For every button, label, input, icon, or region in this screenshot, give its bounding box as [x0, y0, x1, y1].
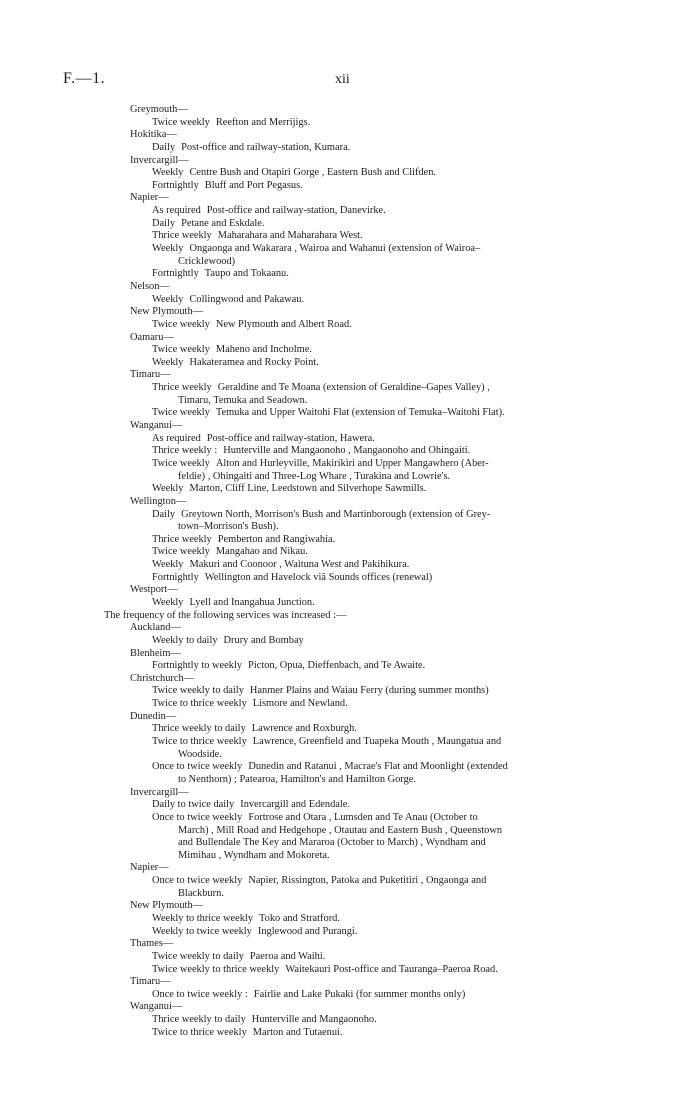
service-route: Lawrence, Greenfield and Tuapeka Mouth , Maungatua and	[252, 736, 502, 748]
document-code: F.—1.	[63, 70, 106, 87]
service-line	[0, 660, 700, 673]
service-route: Dunedin and Ratanui , Macrae's Flat and Moonlight (extended	[248, 761, 508, 773]
page-header	[0, 70, 700, 90]
service-frequency: Twice weekly	[152, 407, 210, 419]
service-line	[0, 458, 700, 471]
service-line	[0, 218, 700, 231]
service-line	[0, 723, 700, 736]
service-frequency: Twice weekly	[152, 457, 210, 469]
service-frequency: Weekly	[152, 167, 184, 179]
service-frequency: Fortnightly to weekly	[152, 660, 243, 672]
service-route: Lyell and Inangahua Junction.	[189, 596, 315, 608]
service-line	[0, 799, 700, 812]
service-frequency: Thrice weekly :	[152, 445, 218, 457]
service-route: Hunterville and Mangaonoho , Mangaonoho and Ohingaiti.	[223, 445, 471, 457]
service-frequency: Weekly	[152, 293, 184, 305]
district-heading: Invercargill—	[130, 786, 189, 798]
service-line	[0, 761, 700, 774]
service-route: Napier, Rissington, Patoka and Puketitiri , Ongaonga and	[248, 875, 487, 887]
service-frequency: Daily	[152, 141, 176, 153]
service-route: Greytown North, Morrison's Bush and Martinborough (extension of Grey-	[181, 508, 491, 520]
service-line	[0, 736, 700, 749]
service-route: Toko and Stratford.	[259, 913, 340, 924]
service-frequency: Daily	[152, 217, 176, 229]
district-heading: Invercargill—	[130, 154, 189, 166]
district-heading: Napier—	[130, 862, 169, 874]
service-route: Post-office and railway-station, Danevirke.	[206, 205, 386, 217]
service-continuation: Mimihau , Wyndham and Mokoreta.	[178, 849, 330, 861]
service-frequency: Weekly	[152, 483, 184, 495]
service-frequency: Weekly	[152, 596, 184, 608]
service-line	[0, 445, 700, 458]
service-frequency: Twice weekly	[152, 318, 210, 330]
service-frequency: Weekly	[152, 356, 184, 368]
service-frequency: Once to twice weekly	[152, 811, 243, 823]
district-heading: Wanganui—	[130, 420, 183, 432]
service-line	[0, 559, 700, 572]
service-continuation: Timaru, Temuka and Seadown.	[178, 394, 308, 406]
district-heading: Hokitika—	[130, 129, 177, 141]
service-route: Geraldine and Te Moana (extension of Geraldine–Gapes Valley) ,	[217, 382, 490, 394]
service-route: Invercargill and Edendale.	[240, 799, 350, 811]
section-intro: The frequency of the following services was increased :—	[104, 609, 347, 621]
service-frequency: Daily to twice daily	[152, 799, 235, 811]
service-route: Maharahara and Maharahara West.	[217, 230, 363, 242]
service-frequency: Weekly to daily	[152, 634, 218, 646]
service-line	[0, 685, 700, 698]
service-frequency: Once to twice weekly	[152, 761, 243, 773]
service-route: Makuri and Coonoor , Waituna West and Pakihikura.	[189, 559, 410, 571]
service-route: Inglewood and Purangi.	[257, 925, 358, 937]
service-line	[0, 546, 700, 559]
service-frequency: Once to twice weekly	[152, 875, 243, 887]
service-frequency: Twice to thrice weekly	[152, 698, 247, 710]
service-route: Wellington and Havelock viâ Sounds offices (renewal)	[204, 571, 433, 583]
service-line	[0, 294, 700, 307]
service-line	[0, 572, 700, 585]
services-list	[0, 104, 700, 1039]
service-frequency: Thrice weekly	[152, 382, 212, 394]
service-line	[0, 875, 700, 888]
service-route: Hunterville and Mangaonoho.	[251, 1014, 377, 1026]
service-route: Petane and Eskdale.	[181, 217, 265, 229]
service-frequency: Thrice weekly	[152, 230, 212, 242]
service-line	[0, 167, 700, 180]
service-frequency: Fortnightly	[152, 571, 199, 583]
service-line	[0, 1014, 700, 1027]
service-continuation: March) , Mill Road and Hedgehope , Otautau and Eastern Bush , Queenstown	[178, 824, 503, 836]
district-heading: Thames—	[130, 938, 174, 950]
service-line	[0, 534, 700, 547]
service-line	[0, 142, 700, 155]
service-frequency: Once to twice weekly :	[152, 988, 248, 1000]
service-route: Mangahao and Nikau.	[215, 546, 308, 558]
service-continuation: Cricklewood)	[178, 255, 236, 267]
service-line	[0, 926, 700, 939]
service-route: Taupo and Tokaanu.	[204, 268, 289, 280]
service-continuation: feldie) , Ohingaiti and Three-Log Whare , Turakina and Lowrie's.	[178, 470, 451, 482]
service-line	[0, 180, 700, 193]
service-line	[0, 344, 700, 357]
service-continuation: Blackburn.	[178, 887, 224, 899]
service-frequency: Twice weekly	[152, 116, 210, 128]
service-route: Marton, Cliff Line, Leedstown and Silverhope Sawmills.	[189, 483, 427, 495]
page-number: xii	[335, 72, 350, 87]
service-frequency: Twice weekly to daily	[152, 950, 244, 962]
service-frequency: Daily	[152, 508, 176, 520]
service-continuation: and Bullendale The Key and Mararoa (October to March) , Wyndham and	[178, 837, 486, 849]
service-route: Marton and Tutaenui.	[252, 1026, 343, 1038]
service-line	[0, 597, 700, 610]
service-frequency: Twice to thrice weekly	[152, 736, 247, 748]
service-frequency: Weekly	[152, 243, 184, 255]
service-continuation: to Nenthorn) ; Patearoa, Hamilton's and Hamilton Gorge.	[178, 773, 417, 785]
service-frequency: Twice weekly to daily	[152, 685, 244, 697]
service-continuation: town–Morrison's Bush).	[178, 521, 279, 533]
service-line	[0, 433, 700, 446]
service-line	[0, 319, 700, 332]
service-line	[0, 117, 700, 130]
service-route: Lawrence and Roxburgh.	[251, 723, 357, 735]
service-line	[0, 635, 700, 648]
district-heading: Christchurch—	[130, 672, 195, 684]
district-heading: Nelson—	[130, 280, 170, 292]
district-heading: Dunedin—	[130, 710, 177, 722]
service-line	[0, 268, 700, 281]
service-route: Fairlie and Lake Pukaki (for summer months only)	[253, 988, 466, 1000]
service-route: Alton and Hurleyville, Makirikiri and Upper Mangawhero (Aber-	[215, 457, 489, 469]
service-frequency: Twice weekly to thrice weekly	[152, 963, 280, 975]
service-line	[0, 483, 700, 496]
service-route: New Plymouth and Albert Road.	[215, 318, 352, 330]
service-frequency: Thrice weekly	[152, 533, 212, 545]
district-heading: New Plymouth—	[130, 306, 204, 318]
service-route: Hanmer Plains and Waiau Ferry (during summer months)	[249, 685, 489, 697]
service-route: Picton, Opua, Dieffenbach, and Te Awaite.	[248, 660, 426, 672]
service-frequency: Twice weekly	[152, 546, 210, 558]
service-frequency: Weekly	[152, 559, 184, 571]
district-heading: Timaru—	[130, 976, 171, 988]
service-route: Hakateramea and Rocky Point.	[189, 356, 319, 368]
service-frequency: Weekly to twice weekly	[152, 925, 252, 937]
service-route: Bluff and Port Pegasus.	[204, 179, 303, 191]
service-route: Reefton and Merrijigs.	[215, 116, 311, 128]
service-line	[0, 205, 700, 218]
service-frequency: Twice to thrice weekly	[152, 1026, 247, 1038]
district-heading: Timaru—	[130, 369, 171, 381]
service-route: Collingwood and Pakawau.	[189, 293, 305, 305]
service-line	[0, 1027, 700, 1040]
service-route: Paeroa and Waihi.	[249, 950, 326, 962]
service-frequency: Twice weekly	[152, 344, 210, 356]
service-frequency: Thrice weekly to daily	[152, 723, 246, 735]
service-line	[0, 951, 700, 964]
service-continuation: Woodside.	[178, 748, 222, 760]
service-route: Maheno and Incholme.	[215, 344, 312, 356]
service-route: Drury and Bombay	[223, 634, 304, 646]
service-frequency: Thrice weekly to daily	[152, 1014, 246, 1026]
service-frequency: As required	[152, 205, 201, 217]
district-heading: Blenheim—	[130, 647, 181, 659]
district-heading: Wanganui—	[130, 1001, 183, 1013]
service-route: Post-office and railway-station, Kumara.	[181, 141, 351, 153]
district-heading: Oamaru—	[130, 331, 174, 343]
service-frequency: Weekly to thrice weekly	[152, 913, 254, 924]
service-line	[0, 382, 700, 395]
district-heading: Auckland—	[130, 622, 181, 634]
district-heading: Greymouth—	[130, 104, 188, 115]
service-line	[0, 698, 700, 711]
service-line	[0, 230, 700, 243]
service-frequency: Fortnightly	[152, 268, 199, 280]
service-route: Waitekauri Post-office and Tauranga–Paeroa Road.	[285, 963, 498, 975]
service-line	[0, 989, 700, 1002]
district-heading: Wellington—	[130, 495, 187, 507]
service-line	[0, 357, 700, 370]
service-line	[0, 243, 700, 256]
service-line	[0, 812, 700, 825]
service-line	[0, 964, 700, 977]
district-heading: Westport—	[130, 584, 178, 596]
service-frequency: Fortnightly	[152, 179, 199, 191]
service-frequency: As required	[152, 432, 201, 444]
service-route: Pemberton and Rangiwahia.	[217, 533, 336, 545]
service-route: Centre Bush and Otapiri Gorge , Eastern Bush and Clifden.	[189, 167, 437, 179]
district-heading: Napier—	[130, 192, 169, 204]
service-route: Lismore and Newland.	[252, 698, 348, 710]
service-route: Ongaonga and Wakarara , Wairoa and Wahanui (extension of Wairoa–	[189, 243, 481, 255]
service-line	[0, 509, 700, 522]
service-route: Post-office and railway-station, Hawera.	[206, 432, 375, 444]
service-route: Temuka and Upper Waitohi Flat (extension of Temuka–Waitohi Flat).	[215, 407, 505, 419]
district-heading: New Plymouth—	[130, 900, 204, 912]
service-line	[0, 407, 700, 420]
service-route: Fortrose and Otara , Lumsden and Te Anau (October to	[248, 811, 478, 823]
service-line	[0, 913, 700, 926]
